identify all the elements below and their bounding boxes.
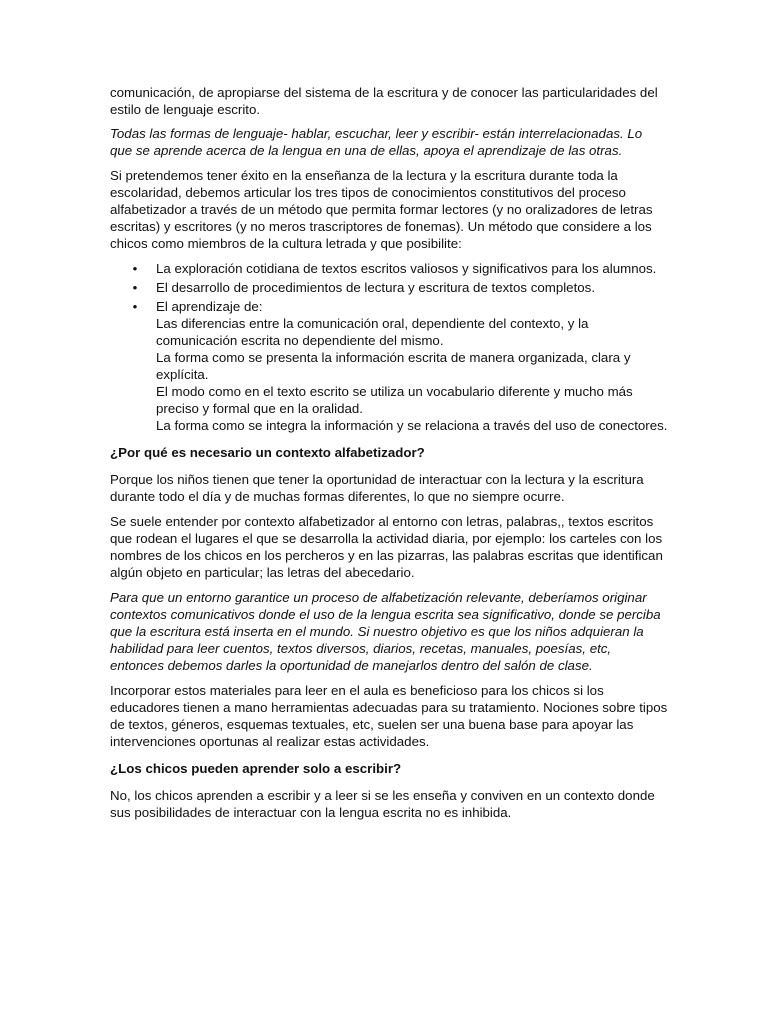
paragraph-method: Si pretendemos tener éxito en la enseñanza de la lectura y la escritura durante toda la escolaridad, debemos articular los tres tipos de conocimientos constitutivos del proceso alfabetizador a través de un método que permita formar lectores (y no oralizadores de letras escritas) y escritores (y no meros trascriptores de fonemas). Un método que considere a los chicos como miembros de la cultura letrada y que posibilite:	[110, 168, 653, 251]
paragraph-intro: comunicación, de apropiarse del sistema de la escritura y de conocer las particularidades del estilo de lenguaje escrito.	[110, 85, 658, 117]
bullet-marker: •	[132, 280, 138, 295]
list-item-text: La exploración cotidiana de textos escritos valiosos y significativos para los alumnos.	[156, 261, 657, 276]
section-heading-context: ¿Por qué es necesario un contexto alfabetizador?	[110, 445, 425, 460]
paragraph-context-definition: Se suele entender por contexto alfabetizador al entorno con letras, palabras,, textos escritos que rodean el lugares el que se desarrolla la actividad diaria, por ejemplo: los carteles con los nombres de los chicos en los percheros y en las pizarras, las palabras escritas que identifican algún objeto en particular; las letras del abecedario.	[110, 514, 663, 580]
sub-item-text: La forma como se integra la información y se relaciona a través del uso de conectores.	[156, 418, 668, 433]
list-item	[110, 298, 668, 434]
paragraph-italic-environment: Para que un entorno garantice un proceso de alfabetización relevante, deberíamos originar contextos comunicativos donde el uso de la lengua escrita sea significativo, donde se perciba que la escritura está inserta en el mundo. Si nuestro objetivo es que los niños adquieran la habilidad para leer cuentos, textos diversos, diarios, recetas, manuales, poesías, etc, entonces debemos darles la oportunidad de manejarlos dentro del salón de clase.	[110, 590, 661, 673]
sub-item-text: La forma como se presenta la información escrita de manera organizada, clara y explícita.	[156, 350, 631, 382]
list-item	[110, 260, 668, 277]
list-item-text: El desarrollo de procedimientos de lectura y escritura de textos completos.	[156, 280, 596, 295]
bullet-marker: •	[132, 299, 138, 314]
bullet-marker: •	[132, 261, 138, 276]
paragraph-italic-language: Todas las formas de lenguaje- hablar, escuchar, leer y escribir- están interrelacionadas. Lo que se aprende acerca de la lengua en una de ellas, apoya el aprendizaje de las otras.	[110, 126, 643, 158]
sub-item-text: Las diferencias entre la comunicación oral, dependiente del contexto, y la comunicación escrita no dependiente del mismo.	[156, 316, 589, 348]
list-item	[110, 279, 668, 296]
sub-item-text: El modo como en el texto escrito se utiliza un vocabulario diferente y mucho más preciso y formal que en la oralidad.	[156, 384, 633, 416]
paragraph-answer: No, los chicos aprenden a escribir y a leer si se les enseña y conviven en un contexto donde sus posibilidades de interactuar con la lengua escrita no es inhibida.	[110, 788, 655, 820]
paragraph-opportunity: Porque los niños tienen que tener la oportunidad de interactuar con la lectura y la escritura durante todo el día y de muchas formas diferentes, lo que no siempre ocurre.	[110, 472, 644, 504]
section-heading-writing: ¿Los chicos pueden aprender solo a escribir?	[110, 761, 402, 776]
paragraph-materials: Incorporar estos materiales para leer en el aula es beneficioso para los chicos si los educadores tienen a mano herramientas adecuadas para su tratamiento. Nociones sobre tipos de textos, géneros, esquemas textuales, etc, suelen ser una buena base para apoyar las intervenciones oportunas al realizar estas actividades.	[110, 683, 668, 749]
list-item-text: El aprendizaje de:	[156, 299, 263, 314]
bullet-list	[110, 260, 668, 434]
